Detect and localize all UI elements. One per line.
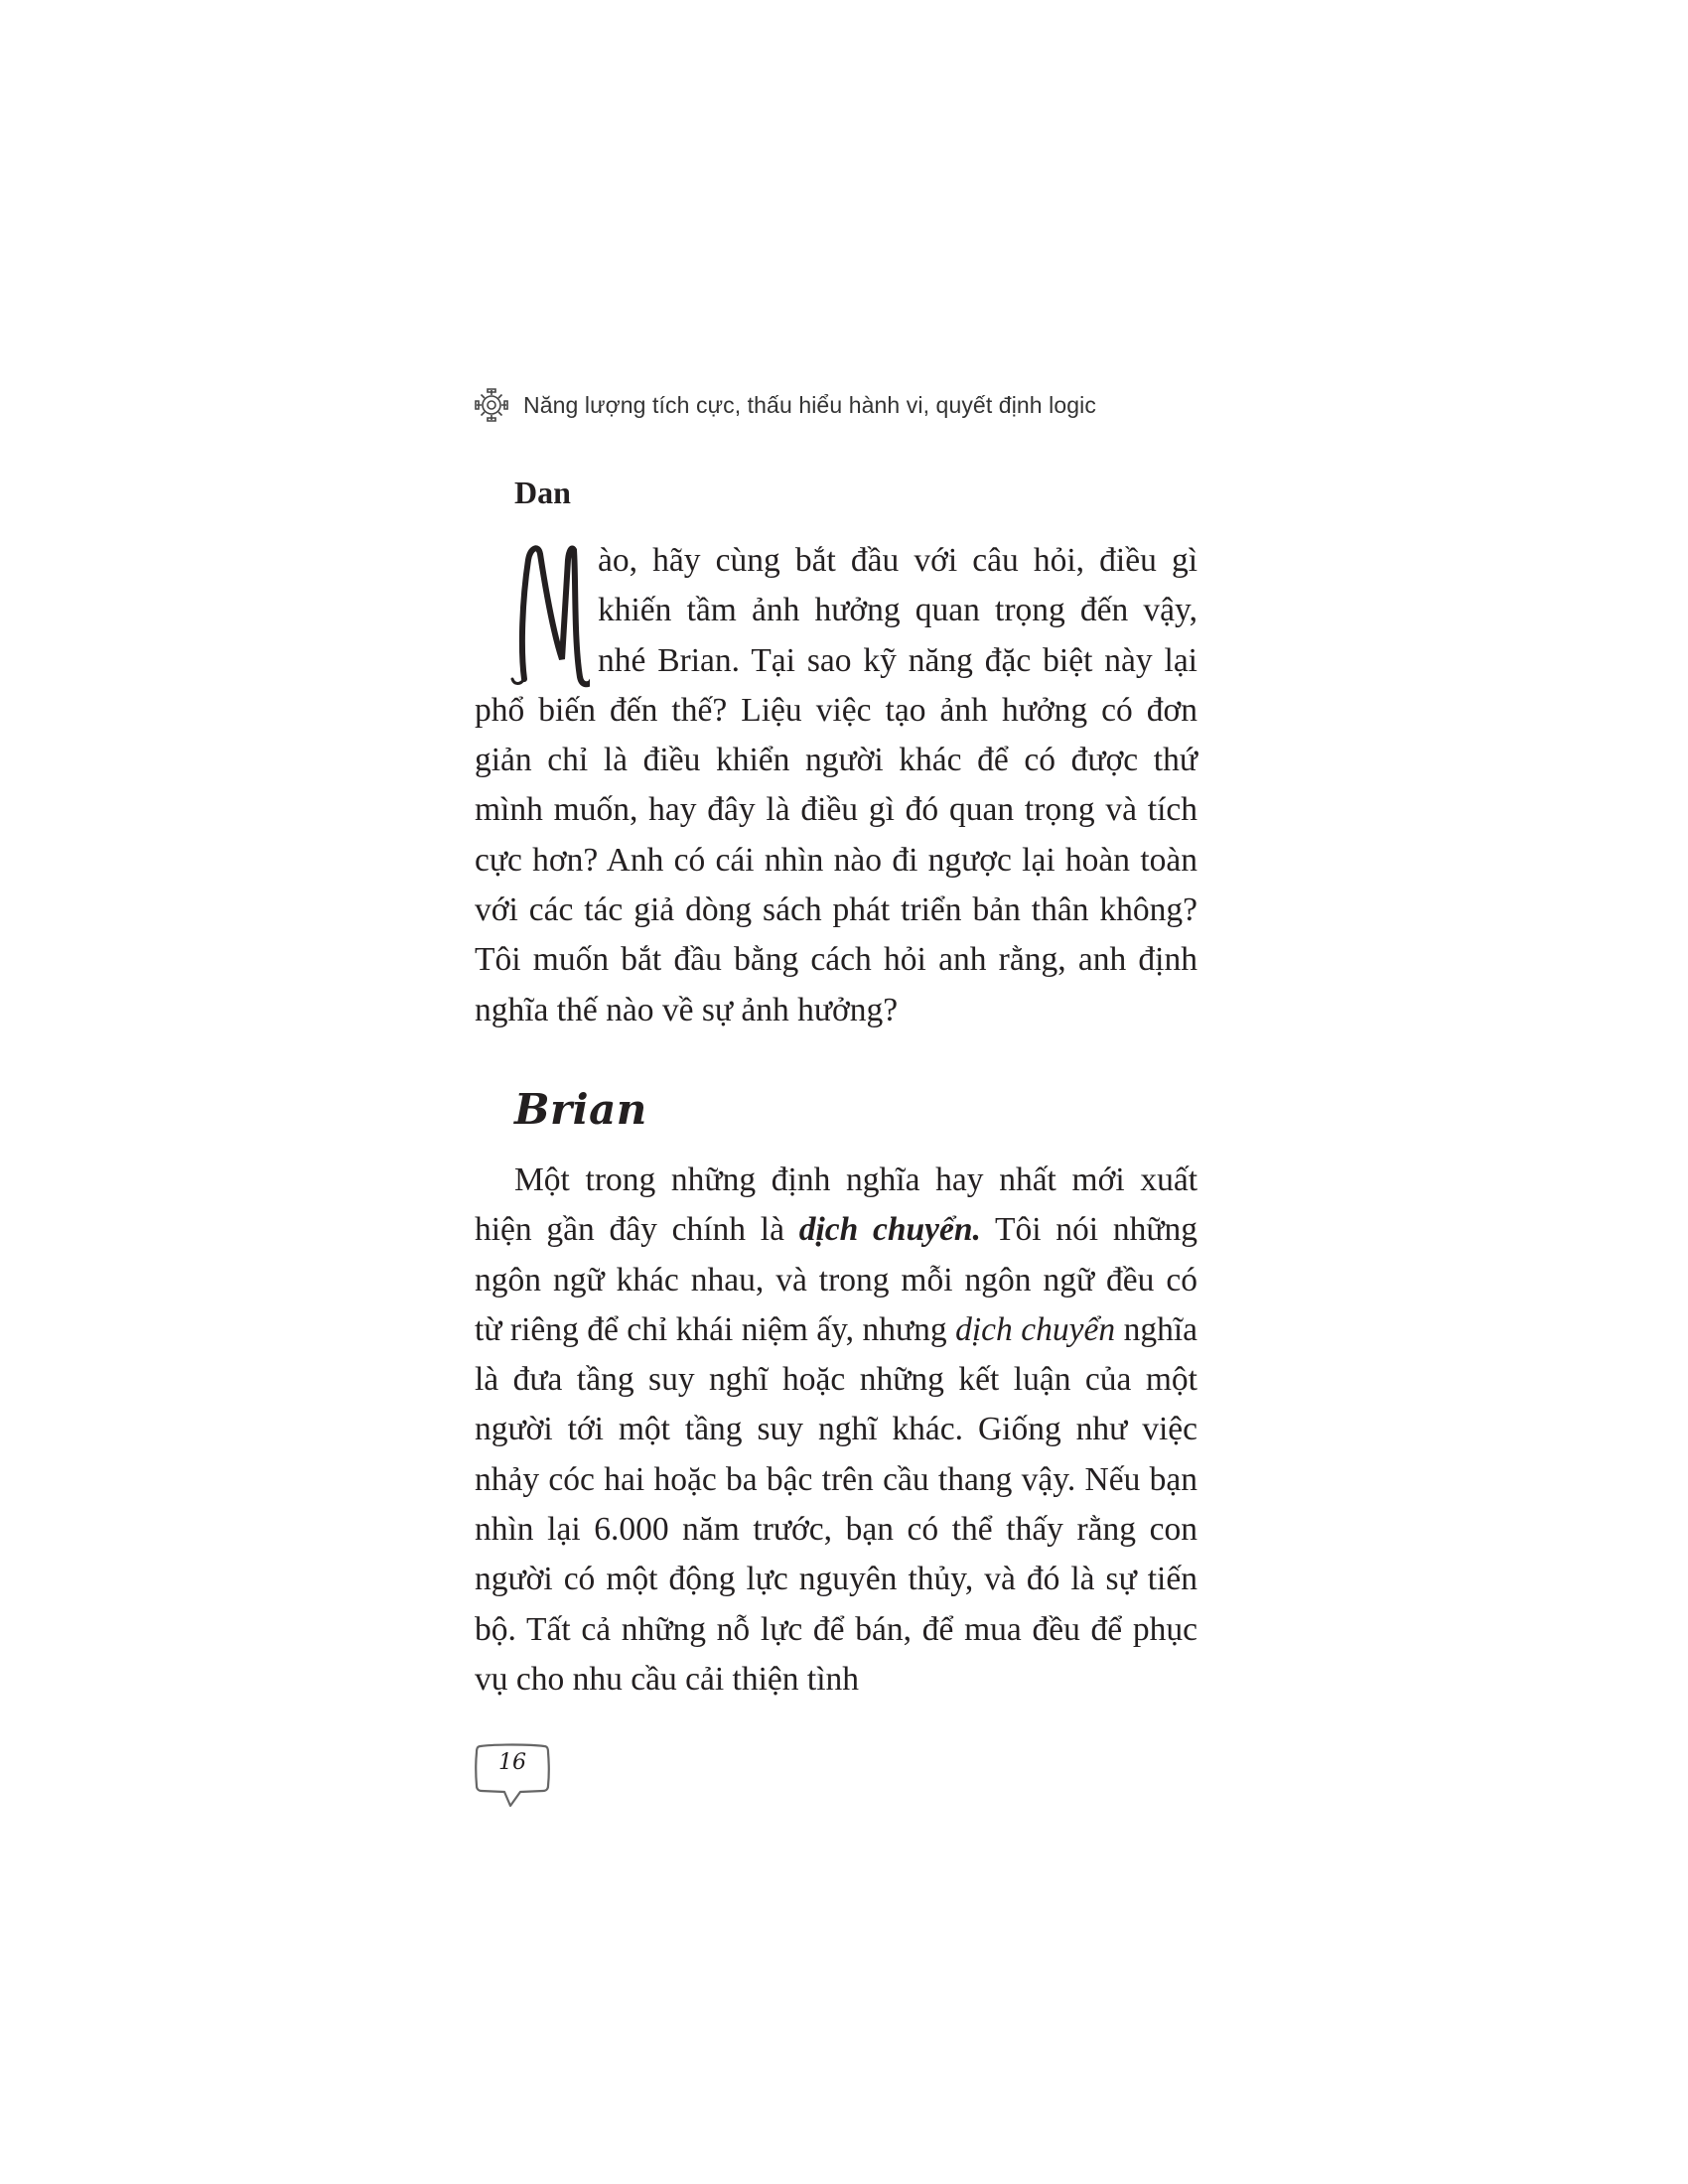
- running-header-text: Năng lượng tích cực, thấu hiểu hành vi, quyết định logic: [523, 391, 1096, 418]
- running-header: [474, 385, 1096, 425]
- page-number: 16: [498, 1750, 526, 1775]
- emphasis-dich-chuyen-italic: dịch chuyển: [955, 1310, 1116, 1348]
- drop-cap-letter-n: [510, 540, 590, 689]
- paragraph-brian: [475, 1156, 1197, 1705]
- paragraph-dan-text: ào, hãy cùng bắt đầu với câu hỏi, điều gì khiến tầm ảnh hưởng quan trọng đến vậy, nhé Brian. Tại sao kỹ năng đặc biệt này lại phổ biến đến thế? Liệu việc tạo ảnh hưởng có đơn giản chỉ là điều khiển người khác để có được thứ mình muốn, hay đây là điều gì đó quan trọng và tích cực hơn? Anh có cái nhìn nào đi ngược lại hoàn toàn với các tác giả dòng sách phát triển bản thân không? Tôi muốn bắt đầu bằng cách hỏi anh rằng, anh định nghĩa thế nào về sự ảnh hưởng?: [475, 542, 1197, 1028]
- paragraph-dan: [475, 536, 1197, 1035]
- paragraph-brian-text-3: nghĩa là đưa tầng suy nghĩ hoặc những kết luận của một người tới một tầng suy nghĩ khác. Giống như việc nhảy cóc hai hoặc ba bậc trên cầu thang vậy. Nếu bạn nhìn lại 6.000 năm trước, bạn có thể thấy rằng con người có một động lực nguyên thủy, và đó là sự tiến bộ. Tất cả những nỗ lực để bán, để mua đều để phục vụ cho nhu cầu cải thiện tình: [475, 1310, 1197, 1698]
- page-number-badge: [475, 1742, 550, 1818]
- drop-cap: [475, 536, 598, 685]
- paragraph-brian-text-2: Tôi nói những ngôn ngữ khác nhau, và trong mỗi ngôn ngữ đều có từ riêng để chỉ khái niệm ấy, nhưng: [475, 1211, 1197, 1348]
- gear-puzzle-icon: [474, 387, 509, 423]
- paragraph-brian-text-1: Một trong những định nghĩa hay nhất mới xuất hiện gần đây chính là: [475, 1161, 1197, 1249]
- speaker-name-dan: Dan: [514, 475, 571, 510]
- speaker-name-brian: Brian: [514, 1085, 647, 1134]
- emphasis-dich-chuyen-bold: dịch chuyển.: [798, 1211, 981, 1249]
